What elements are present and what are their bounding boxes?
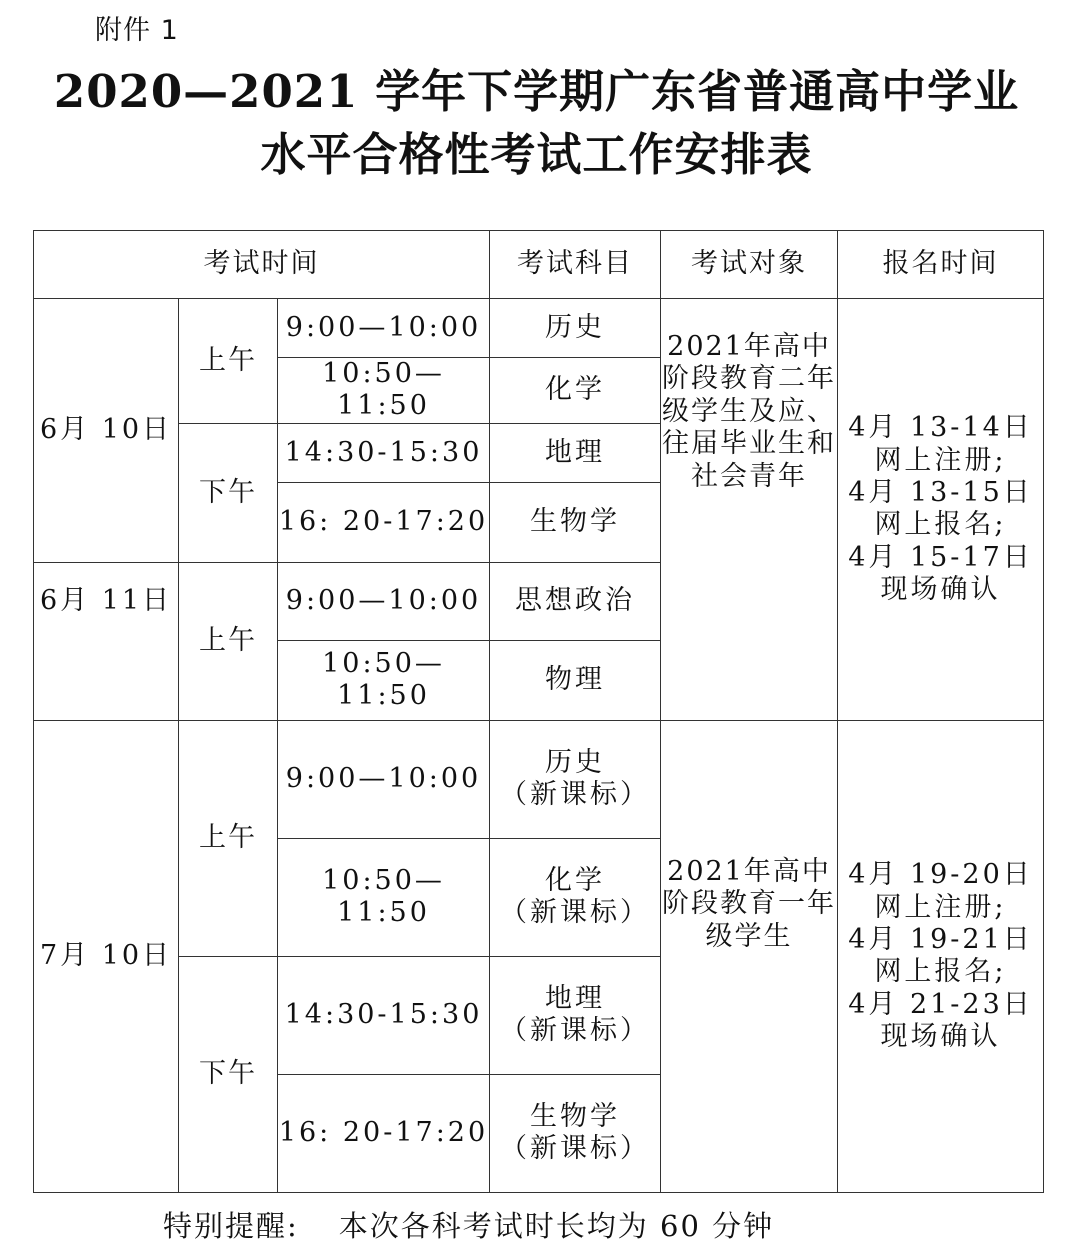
reminder-label: 特别提醒: <box>163 1209 299 1243</box>
exam-subject: 物理 <box>490 640 661 720</box>
title-line-2: 水平合格性考试工作安排表 <box>260 128 813 181</box>
exam-date: 6月 10日 <box>34 299 179 563</box>
exam-time-slot: 10:50—11:50 <box>278 640 490 720</box>
header-exam-subject: 考试科目 <box>490 231 661 299</box>
exam-subject: 历史 （新课标） <box>490 720 661 838</box>
exam-target: 2021年高中阶段教育二年级学生及应、往届毕业生和社会青年 <box>661 299 838 721</box>
exam-time-slot: 10:50—11:50 <box>278 358 490 424</box>
exam-subject: 生物学 （新课标） <box>490 1074 661 1192</box>
reminder-text: 本次各科考试时长均为 60 分钟 <box>338 1209 775 1243</box>
exam-period: 下午 <box>179 423 278 562</box>
exam-time-slot: 9:00—10:00 <box>278 720 490 838</box>
exam-subject: 历史 <box>490 299 661 358</box>
registration-schedule: 4月 19-20日 网上注册; 4月 19-21日 网上报名; 4月 21-23日 现场确认 <box>838 720 1044 1192</box>
header-registration-time: 报名时间 <box>838 231 1044 299</box>
registration-schedule: 4月 13-14日 网上注册; 4月 13-15日 网上报名; 4月 15-17日 现场确认 <box>838 299 1044 721</box>
table-row <box>34 720 1044 838</box>
exam-date: 6月 11日 <box>34 562 179 720</box>
exam-period: 上午 <box>179 299 278 424</box>
table-header-row <box>34 231 1044 299</box>
exam-subject: 地理 <box>490 423 661 482</box>
exam-period: 下午 <box>179 956 278 1192</box>
exam-subject: 地理 （新课标） <box>490 956 661 1074</box>
attachment-label: 附件 1 <box>95 15 179 46</box>
exam-subject: 化学 <box>490 358 661 424</box>
exam-subject: 思想政治 <box>490 562 661 640</box>
exam-date: 7月 10日 <box>34 720 179 1192</box>
special-reminder <box>163 1204 774 1245</box>
exam-time-slot: 9:00—10:00 <box>278 562 490 640</box>
table-row <box>34 299 1044 358</box>
exam-subject: 生物学 <box>490 482 661 562</box>
exam-target: 2021年高中阶段教育一年级学生 <box>661 720 838 1192</box>
exam-period: 上午 <box>179 720 278 956</box>
title-line-1: 2020—2021 学年下学期广东省普通高中学业 <box>53 65 1020 118</box>
schedule-table <box>33 230 1044 1193</box>
header-exam-time: 考试时间 <box>34 231 490 299</box>
header-exam-target: 考试对象 <box>661 231 838 299</box>
exam-time-slot: 16: 20-17:20 <box>278 482 490 562</box>
exam-period: 上午 <box>179 562 278 720</box>
exam-time-slot: 10:50—11:50 <box>278 838 490 956</box>
exam-time-slot: 16: 20-17:20 <box>278 1074 490 1192</box>
exam-time-slot: 14:30-15:30 <box>278 956 490 1074</box>
exam-time-slot: 14:30-15:30 <box>278 423 490 482</box>
exam-subject: 化学 （新课标） <box>490 838 661 956</box>
exam-time-slot: 9:00—10:00 <box>278 299 490 358</box>
